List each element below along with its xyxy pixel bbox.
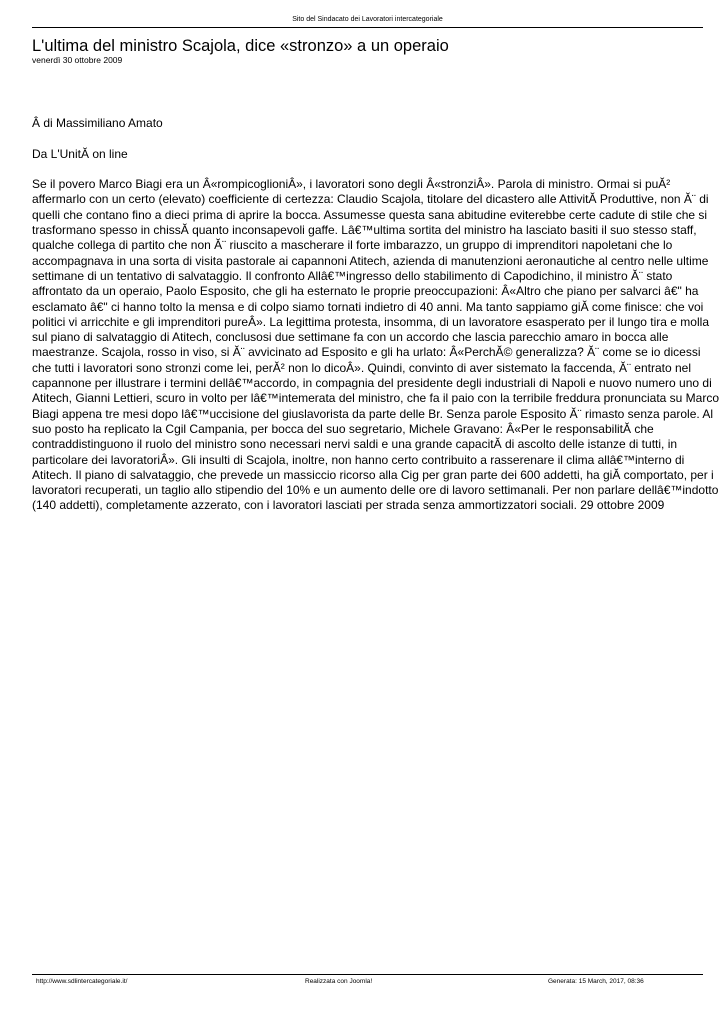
- page-header: [32, 12, 703, 28]
- article-source: Da L'UnitĂ on line: [32, 146, 128, 161]
- article-content: [32, 116, 720, 514]
- article-date: venerdì 30 ottobre 2009: [32, 55, 123, 65]
- footer-url[interactable]: http://www.sdlintercategoriale.it/: [36, 978, 128, 985]
- article-title: L'ultima del ministro Scajola, dice «stronzo» a un operaio: [32, 37, 449, 55]
- page-footer: [32, 974, 703, 987]
- article-byline: Â di Massimiliano Amato: [32, 116, 163, 130]
- site-name: Sito del Sindacato dei Lavoratori intercategoriale: [292, 16, 443, 23]
- footer-powered-by: Realizzata con Joomla!: [305, 978, 373, 985]
- article-body: Se il povero Marco Biagi era un Â«rompicoglioniÂ», i lavoratori sono degli Â«stronziÂ». Parola di ministro. Ormai si puĂ² affermarlo con un certo (elevato) coefficiente di certezza: Claudio Scajola, titolare del dicastero alle AttivitĂ Produttive, non Ă¨ di quelli che contano fino a dieci prima di aprire la bocca. Assumesse questa sana abitudine eviterebbe certe cadute di stile che si trasformano spesso in chissĂ quanto inconsapevoli gaffe. Lâ€™ultima sortita del ministro ha lasciato basiti il suo stesso staff, qualche collega di partito che non Ă¨ riuscito a mascherare il forte imbarazzo, un gruppo di imprenditori napoletani che lo accompagnava in una sorta di visita pastorale ai capannoni Atitech, azienda di manutenzioni aeronautiche al centro nelle ultime settimane di un tentativo di salvataggio. Il confronto Allâ€™ingresso dello stabilimento di Capodichino, il ministro Ă¨ stato affrontato da un operaio, Paolo Esposito, che gli ha esternato le proprie preoccupazioni: Â«Altro che piano per salvarci â€" ha esclamato â€" ci hanno tolto la mensa e di colpo siamo tornati indietro di 40 anni. Ma tanto sappiamo giĂ come finisce: che voi politici vi arricchite e gli imprenditori pureÂ». La legittima protesta, insomma, di un lavoratore esasperato per il lungo tira e molla sul piano di salvataggio di Atitech, conclusosi due settimane fa con un accordo che lascia parecchio amaro in bocca alle maestranze. Scajola, rosso in viso, si Ă¨ avvicinato ad Esposito e gli ha urlato: Â«PerchĂ© generalizza? Ă¨ come se io dicessi che tutti i lavoratori sono stronzi come lei, perĂ² non lo dicoÂ». Quindi, convinto di aver sistemato la faccenda, Ă¨ entrato nel capannone per illustrare i termini dellâ€™accordo, in compagnia del presidente degli industriali di Napoli e nuovo numero uno di Atitech, Gianni Lettieri, scuro in volto per lâ€™intemerata del ministro, che fa il paio con la terribile freddura pronunciata su Marco Biagi appena tre mesi dopo lâ€™uccisione del giuslavorista da parte delle Br. Senza parole Esposito Ă¨ rimasto senza parole. Al suo posto ha replicato la Cgil Campania, per bocca del suo segretario, Michele Gravano: Â«Per le responsabilitĂ che contraddistinguono il ruolo del ministro sono necessari nervi saldi e una grande capacitĂ di ascolto delle istanze di tutti, in particolare dei lavoratoriÂ». Gli insulti di Scajola, inoltre, non hanno certo contribuito a rasserenare il clima allâ€™interno di Atitech. Il piano di salvataggio, che prevede un massiccio ricorso alla Cig per gran parte dei 600 addetti, ha giĂ comportato, per i lavoratori recuperati, un taglio allo stipendio del 10% e un aumento delle ore di lavoro settimanali. Per non parlare dellâ€™indotto (140 addetti), completamente azzerato, con i lavoratori lasciati per strada senza ammortizzatori sociali. 29 ottobre 2009: [32, 177, 720, 513]
- footer-generated: Generata: 15 March, 2017, 08:36: [548, 978, 644, 985]
